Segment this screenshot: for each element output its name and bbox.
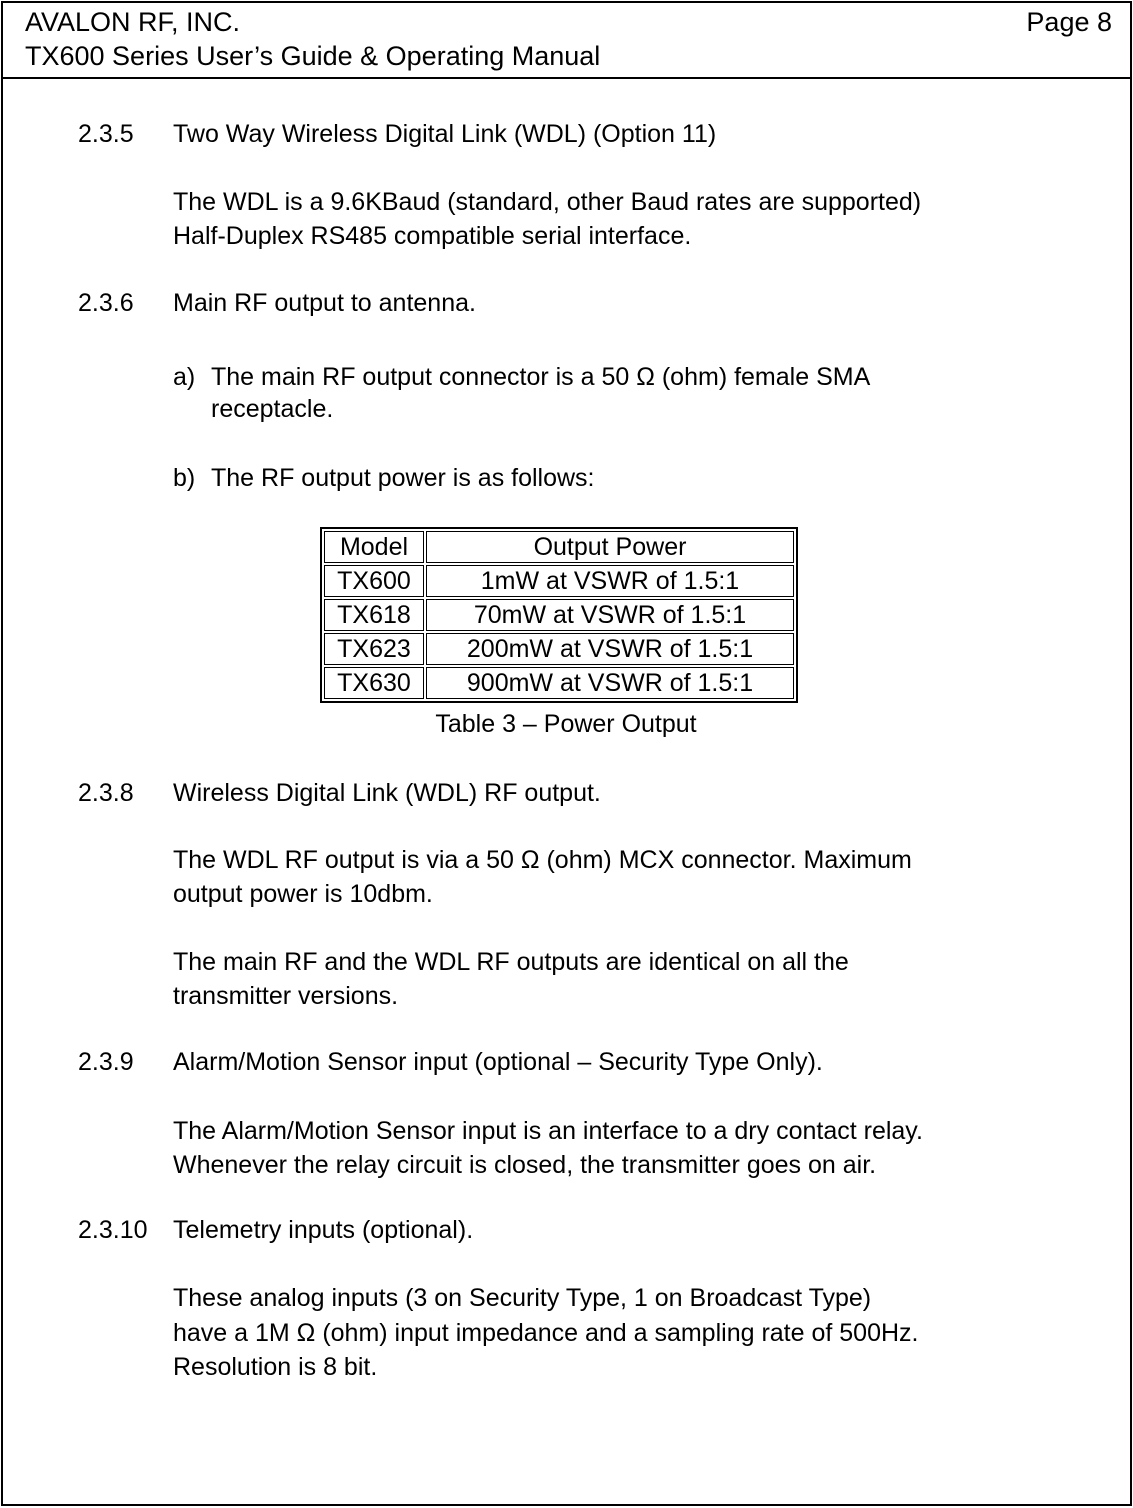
table-cell-power: 200mW at VSWR of 1.5:1 bbox=[426, 633, 794, 665]
table-row bbox=[324, 565, 794, 597]
paragraph-line: These analog inputs (3 on Security Type, 1 on Broadcast Type) bbox=[173, 1284, 872, 1312]
paragraph-line: The Alarm/Motion Sensor input is an interface to a dry contact relay. bbox=[173, 1117, 923, 1145]
table-cell-model: TX618 bbox=[324, 599, 424, 631]
table-row bbox=[324, 599, 794, 631]
section-number-2-3-8: 2.3.8 bbox=[78, 779, 134, 807]
company-name: AVALON RF, INC. bbox=[25, 7, 241, 37]
page-header bbox=[3, 3, 1130, 79]
manual-title: TX600 Series User’s Guide & Operating Manual bbox=[25, 41, 601, 71]
table-header-cell: Output Power bbox=[426, 531, 794, 563]
table-header-row bbox=[324, 531, 794, 563]
paragraph-line: transmitter versions. bbox=[173, 982, 399, 1010]
section-title-2-3-6: Main RF output to antenna. bbox=[173, 289, 476, 317]
paragraph-line: Resolution is 8 bit. bbox=[173, 1353, 378, 1381]
section-title-2-3-9: Alarm/Motion Sensor input (optional – Security Type Only). bbox=[173, 1048, 823, 1076]
power-output-table bbox=[320, 527, 798, 703]
section-title-2-3-10: Telemetry inputs (optional). bbox=[173, 1216, 474, 1244]
table-header-cell: Model bbox=[324, 531, 424, 563]
table-row bbox=[324, 633, 794, 665]
table-cell-power: 1mW at VSWR of 1.5:1 bbox=[426, 565, 794, 597]
paragraph-line: Whenever the relay circuit is closed, the transmitter goes on air. bbox=[173, 1151, 877, 1179]
list-item-b: The RF output power is as follows: bbox=[211, 464, 595, 492]
list-item-a-line: The main RF output connector is a 50 Ω (ohm) female SMA bbox=[211, 363, 871, 391]
table-caption: Table 3 – Power Output bbox=[435, 710, 697, 738]
table-cell-power: 70mW at VSWR of 1.5:1 bbox=[426, 599, 794, 631]
section-number-2-3-9: 2.3.9 bbox=[78, 1048, 134, 1076]
paragraph-line: Half-Duplex RS485 compatible serial interface. bbox=[173, 222, 692, 250]
list-label-b: b) bbox=[173, 464, 196, 492]
list-label-a: a) bbox=[173, 363, 196, 391]
section-number-2-3-6: 2.3.6 bbox=[78, 289, 134, 317]
table-cell-power: 900mW at VSWR of 1.5:1 bbox=[426, 667, 794, 699]
section-number-2-3-10: 2.3.10 bbox=[78, 1216, 148, 1244]
section-number-2-3-5: 2.3.5 bbox=[78, 120, 134, 148]
paragraph-line: The WDL is a 9.6KBaud (standard, other Baud rates are supported) bbox=[173, 188, 922, 216]
table-cell-model: TX630 bbox=[324, 667, 424, 699]
page-number: Page 8 bbox=[1026, 7, 1112, 37]
table-cell-model: TX600 bbox=[324, 565, 424, 597]
paragraph-line: The WDL RF output is via a 50 Ω (ohm) MCX connector. Maximum bbox=[173, 846, 912, 874]
section-title-2-3-8: Wireless Digital Link (WDL) RF output. bbox=[173, 779, 601, 807]
table-cell-model: TX623 bbox=[324, 633, 424, 665]
table-row bbox=[324, 667, 794, 699]
section-title-2-3-5: Two Way Wireless Digital Link (WDL) (Option 11) bbox=[173, 120, 717, 148]
paragraph-line: The main RF and the WDL RF outputs are identical on all the bbox=[173, 948, 849, 976]
paragraph-line: output power is 10dbm. bbox=[173, 880, 433, 908]
list-item-a-line: receptacle. bbox=[211, 395, 334, 423]
paragraph-line: have a 1M Ω (ohm) input impedance and a sampling rate of 500Hz. bbox=[173, 1319, 919, 1347]
